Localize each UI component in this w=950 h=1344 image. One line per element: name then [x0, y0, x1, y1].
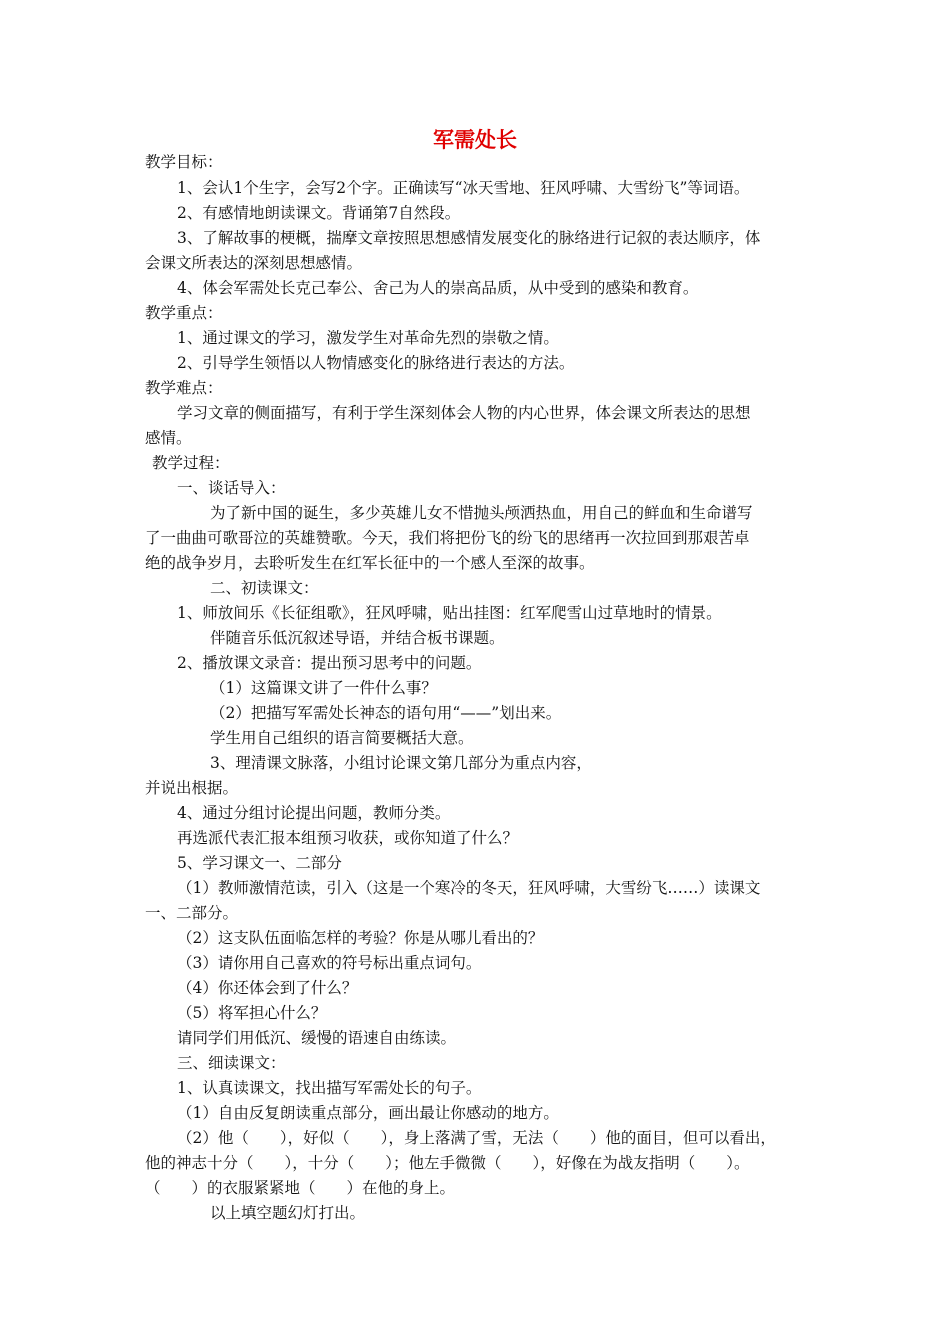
close-reading-1-q2: （2）他（ ），好似（ ），身上落满了雪，无法（ ）他的面目，但可以看出，	[177, 1129, 776, 1147]
difficulty-text: 学习文章的侧面描写，有利于学生深刻体会人物的内心世界，体会课文所表达的思想	[177, 404, 751, 422]
document-title: 军需处长	[433, 128, 517, 152]
step-heading-close-reading: 三、细读课文：	[177, 1054, 286, 1072]
first-reading-2: 2、播放课文录音：提出预习思考中的问题。	[177, 654, 482, 672]
first-reading-5-q3: （3）请你用自己喜欢的符号标出重点词句。	[177, 954, 482, 972]
key-point-1: 1、通过课文的学习，激发学生对革命先烈的崇敬之情。	[177, 329, 559, 347]
difficulty-text-cont: 感情。	[145, 429, 192, 447]
first-reading-5-q2: （2）这支队伍面临怎样的考验？你是从哪儿看出的？	[177, 929, 544, 947]
first-reading-4: 4、通过分组讨论提出问题，教师分类。	[177, 804, 451, 822]
close-reading-note: 以上填空题幻灯打出。	[210, 1204, 366, 1222]
intro-text-cont-2: 绝的战争岁月，去聆听发生在红军长征中的一个感人至深的故事。	[145, 554, 595, 572]
first-reading-5-q4: （4）你还体会到了什么？	[177, 979, 358, 997]
first-reading-1-note: 伴随音乐低沉叙述导语，并结合板书课题。	[210, 629, 505, 647]
first-reading-2-q1: （1）这篇课文讲了一件什么事？	[210, 679, 437, 697]
first-reading-3: 3、理清课文脉落，小组讨论课文第几部分为重点内容，	[210, 754, 592, 772]
first-reading-1: 1、师放间乐《长征组歌》，狂风呼啸，贴出挂图：红军爬雪山过草地时的情景。	[177, 604, 722, 622]
section-heading-objectives: 教学目标：	[145, 153, 223, 171]
step-heading-first-reading: 二、初读课文：	[210, 579, 319, 597]
close-reading-1-q1: （1）自由反复朗读重点部分，画出最让你感动的地方。	[177, 1104, 559, 1122]
close-reading-1-q2-cont-1: 他的神志十分（ ），十分（ ）；他左手微微（ ），好像在为战友指明（ ）。	[145, 1154, 750, 1172]
objective-3-cont: 会课文所表达的深刻思想感情。	[145, 254, 363, 272]
objective-2: 2、有感情地朗读课文。背诵第7自然段。	[177, 204, 461, 222]
first-reading-5-note: 请同学们用低沉、缓慢的语速自由练读。	[177, 1029, 457, 1047]
objective-1: 1、会认1个生字，会写2个字。正确读写“冰天雪地、狂风呼啸、大雪纷飞”等词语。	[177, 179, 750, 197]
section-heading-process: 教学过程：	[152, 454, 230, 472]
intro-text-cont-1: 了一曲曲可歌哥泣的英雄赞歌。今天，我们将把份飞的纷飞的思绪再一次拉回到那艰苦卓	[145, 529, 750, 547]
objective-4: 4、体会军需处长克己奉公、舍己为人的崇高品质，从中受到的感染和教育。	[177, 279, 699, 297]
first-reading-5: 5、学习课文一、二部分	[177, 854, 342, 872]
first-reading-2-note: 学生用自己组织的语言简要概括大意。	[210, 729, 474, 747]
close-reading-1-q2-cont-2: （ ）的衣服紧紧地（ ）在他的身上。	[145, 1179, 456, 1197]
first-reading-5-q1: （1）教师激情范读，引入（这是一个寒冷的冬天，狂风呼啸，大雪纷飞……）读课文	[177, 879, 761, 897]
first-reading-5-q1-cont: 一、二部分。	[145, 904, 239, 922]
first-reading-2-q2: （2）把描写军需处长神态的语句用“——”划出来。	[210, 704, 562, 722]
first-reading-4-note: 再选派代表汇报本组预习收获，或你知道了什么？	[177, 829, 519, 847]
key-point-2: 2、引导学生领悟以人物情感变化的脉络进行表达的方法。	[177, 354, 575, 372]
first-reading-5-q5: （5）将军担心什么？	[177, 1004, 327, 1022]
close-reading-1: 1、认真读课文，找出描写军需处长的句子。	[177, 1079, 482, 1097]
first-reading-3-cont: 并说出根据。	[145, 779, 239, 797]
objective-3: 3、了解故事的梗概，揣摩文章按照思想感情发展变化的脉络进行记叙的表达顺序，体	[177, 229, 761, 247]
step-heading-intro: 一、谈话导入：	[177, 479, 286, 497]
section-heading-key-points: 教学重点：	[145, 304, 223, 322]
section-heading-difficulties: 教学难点：	[145, 379, 223, 397]
intro-text: 为了新中国的诞生，多少英雄儿女不惜抛头颅洒热血，用自己的鲜血和生命谱写	[210, 504, 753, 522]
